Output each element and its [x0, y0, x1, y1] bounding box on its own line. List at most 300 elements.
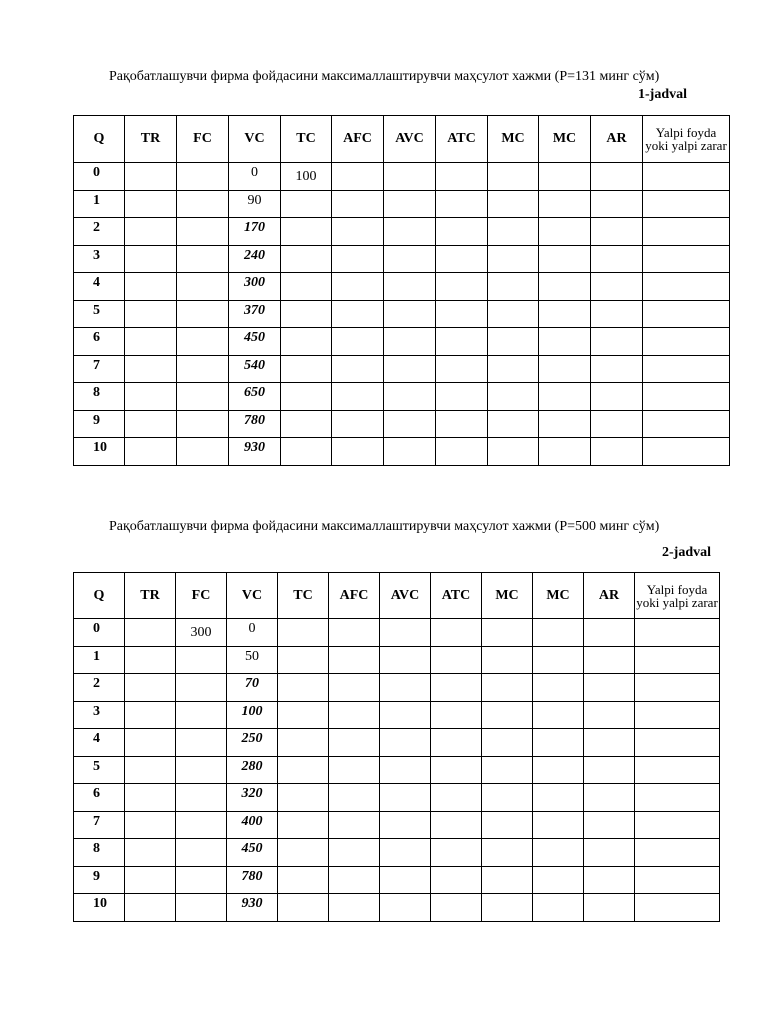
empty-cell [584, 646, 635, 674]
empty-cell [584, 674, 635, 702]
table-row [74, 866, 720, 894]
header-cell: Q [74, 573, 125, 619]
empty-cell [332, 410, 384, 438]
empty-cell [482, 784, 533, 812]
empty-cell [125, 839, 176, 867]
empty-cell [384, 163, 436, 191]
header-cell: AFC [332, 116, 384, 163]
empty-cell [384, 383, 436, 411]
empty-cell [177, 218, 229, 246]
q-cell: 1 [74, 190, 125, 218]
vc-cell: 780 [229, 410, 281, 438]
header-cell: MC [533, 573, 584, 619]
q-cell: 10 [74, 438, 125, 466]
header-cell: MC [539, 116, 591, 163]
empty-cell [332, 163, 384, 191]
header-cell: AFC [329, 573, 380, 619]
empty-cell [125, 619, 176, 647]
empty-cell [177, 328, 229, 356]
table-row [74, 701, 720, 729]
empty-cell [176, 811, 227, 839]
empty-cell [329, 784, 380, 812]
empty-cell [384, 355, 436, 383]
header-cell: AR [584, 573, 635, 619]
empty-cell [281, 300, 332, 328]
vc-cell: 70 [227, 674, 278, 702]
empty-cell [635, 756, 720, 784]
table2-body [74, 619, 720, 922]
empty-cell [591, 190, 643, 218]
empty-cell [436, 355, 488, 383]
header-cell: TR [125, 116, 177, 163]
empty-cell [177, 438, 229, 466]
empty-cell [539, 410, 591, 438]
vc-cell: 320 [227, 784, 278, 812]
empty-cell [643, 218, 730, 246]
table-row [74, 756, 720, 784]
empty-cell [125, 811, 176, 839]
header-cell: AVC [380, 573, 431, 619]
empty-cell [278, 674, 329, 702]
empty-cell [125, 273, 177, 301]
empty-cell [431, 729, 482, 757]
empty-cell [329, 839, 380, 867]
empty-cell [176, 701, 227, 729]
empty-cell [482, 701, 533, 729]
empty-cell [635, 894, 720, 922]
empty-cell [488, 163, 539, 191]
fc-cell: 300 [176, 619, 227, 647]
q-cell: 6 [74, 328, 125, 356]
empty-cell [635, 811, 720, 839]
table-row [74, 729, 720, 757]
empty-cell [384, 410, 436, 438]
empty-cell [539, 273, 591, 301]
empty-cell [125, 328, 177, 356]
empty-cell [584, 784, 635, 812]
empty-cell [281, 383, 332, 411]
empty-cell [488, 355, 539, 383]
empty-cell [431, 674, 482, 702]
empty-cell [380, 839, 431, 867]
empty-cell [281, 245, 332, 273]
empty-cell [332, 245, 384, 273]
q-cell: 9 [74, 410, 125, 438]
empty-cell [584, 894, 635, 922]
empty-cell [431, 619, 482, 647]
empty-cell [436, 163, 488, 191]
empty-cell [643, 410, 730, 438]
table2-title: Рақобатлашувчи фирма фойдасини максималлаштирувчи маҳсулот хажми (Р=500 минг сўм) [109, 519, 660, 534]
empty-cell [635, 646, 720, 674]
q-cell: 0 [74, 163, 125, 191]
header-cell: VC [229, 116, 281, 163]
header-cell: Yalpi foyda yoki yalpi zarar [635, 573, 720, 619]
q-cell: 4 [74, 273, 125, 301]
empty-cell [643, 273, 730, 301]
empty-cell [643, 245, 730, 273]
vc-cell: 0 [227, 619, 278, 647]
vc-cell: 370 [229, 300, 281, 328]
empty-cell [177, 410, 229, 438]
empty-cell [332, 190, 384, 218]
tc-cell: 100 [281, 163, 332, 191]
empty-cell [533, 839, 584, 867]
empty-cell [329, 646, 380, 674]
table-row [74, 163, 730, 191]
vc-cell: 240 [229, 245, 281, 273]
empty-cell [329, 674, 380, 702]
empty-cell [539, 190, 591, 218]
empty-cell [533, 756, 584, 784]
q-cell: 2 [74, 674, 125, 702]
empty-cell [281, 355, 332, 383]
table2 [73, 572, 720, 922]
empty-cell [436, 383, 488, 411]
empty-cell [539, 438, 591, 466]
header-cell: FC [176, 573, 227, 619]
empty-cell [436, 328, 488, 356]
header-cell: MC [482, 573, 533, 619]
table-row [74, 218, 730, 246]
table-row [74, 619, 720, 647]
table2-header-row [74, 573, 720, 619]
empty-cell [176, 894, 227, 922]
empty-cell [125, 894, 176, 922]
empty-cell [584, 619, 635, 647]
empty-cell [177, 355, 229, 383]
empty-cell [539, 328, 591, 356]
vc-cell: 930 [229, 438, 281, 466]
empty-cell [584, 729, 635, 757]
empty-cell [635, 784, 720, 812]
empty-cell [278, 811, 329, 839]
empty-cell [281, 218, 332, 246]
q-cell: 0 [74, 619, 125, 647]
header-cell: TC [278, 573, 329, 619]
empty-cell [431, 784, 482, 812]
empty-cell [278, 756, 329, 784]
q-cell: 1 [74, 646, 125, 674]
vc-cell: 250 [227, 729, 278, 757]
empty-cell [125, 729, 176, 757]
empty-cell [177, 383, 229, 411]
empty-cell [332, 438, 384, 466]
empty-cell [482, 811, 533, 839]
empty-cell [125, 701, 176, 729]
empty-cell [125, 163, 177, 191]
header-cell: ATC [436, 116, 488, 163]
empty-cell [176, 784, 227, 812]
empty-cell [584, 866, 635, 894]
empty-cell [125, 300, 177, 328]
empty-cell [488, 300, 539, 328]
empty-cell [488, 383, 539, 411]
table-row [74, 410, 730, 438]
header-cell: TC [281, 116, 332, 163]
empty-cell [177, 190, 229, 218]
table-row [74, 190, 730, 218]
empty-cell [482, 729, 533, 757]
empty-cell [635, 866, 720, 894]
table-row [74, 674, 720, 702]
empty-cell [431, 866, 482, 894]
table-row [74, 355, 730, 383]
empty-cell [431, 701, 482, 729]
empty-cell [539, 355, 591, 383]
empty-cell [125, 355, 177, 383]
header-cell: MC [488, 116, 539, 163]
empty-cell [635, 701, 720, 729]
empty-cell [482, 646, 533, 674]
vc-cell: 930 [227, 894, 278, 922]
empty-cell [643, 355, 730, 383]
empty-cell [125, 674, 176, 702]
empty-cell [384, 300, 436, 328]
empty-cell [488, 438, 539, 466]
empty-cell [431, 894, 482, 922]
table2-tag: 2-jadval [662, 545, 711, 560]
empty-cell [591, 245, 643, 273]
empty-cell [125, 438, 177, 466]
empty-cell [125, 218, 177, 246]
header-cell: VC [227, 573, 278, 619]
table-row [74, 894, 720, 922]
empty-cell [380, 811, 431, 839]
empty-cell [635, 839, 720, 867]
empty-cell [278, 701, 329, 729]
empty-cell [482, 674, 533, 702]
empty-cell [539, 163, 591, 191]
empty-cell [281, 190, 332, 218]
table1-header-row [74, 116, 730, 163]
empty-cell [177, 163, 229, 191]
table-row [74, 784, 720, 812]
empty-cell [329, 729, 380, 757]
empty-cell [482, 839, 533, 867]
empty-cell [332, 383, 384, 411]
empty-cell [332, 300, 384, 328]
empty-cell [176, 646, 227, 674]
empty-cell [278, 839, 329, 867]
empty-cell [332, 355, 384, 383]
table-row [74, 646, 720, 674]
empty-cell [431, 756, 482, 784]
empty-cell [125, 784, 176, 812]
vc-cell: 90 [229, 190, 281, 218]
empty-cell [488, 328, 539, 356]
empty-cell [380, 729, 431, 757]
q-cell: 3 [74, 701, 125, 729]
q-cell: 5 [74, 300, 125, 328]
empty-cell [591, 300, 643, 328]
empty-cell [539, 218, 591, 246]
empty-cell [329, 811, 380, 839]
empty-cell [635, 674, 720, 702]
table1-tag: 1-jadval [638, 87, 687, 102]
empty-cell [278, 646, 329, 674]
empty-cell [380, 866, 431, 894]
empty-cell [281, 410, 332, 438]
table-row [74, 839, 720, 867]
empty-cell [125, 646, 176, 674]
vc-cell: 540 [229, 355, 281, 383]
empty-cell [329, 866, 380, 894]
vc-cell: 400 [227, 811, 278, 839]
empty-cell [643, 383, 730, 411]
empty-cell [177, 245, 229, 273]
empty-cell [329, 756, 380, 784]
empty-cell [431, 839, 482, 867]
empty-cell [488, 190, 539, 218]
empty-cell [380, 674, 431, 702]
empty-cell [431, 811, 482, 839]
empty-cell [584, 756, 635, 784]
q-cell: 7 [74, 811, 125, 839]
q-cell: 3 [74, 245, 125, 273]
empty-cell [380, 646, 431, 674]
empty-cell [329, 619, 380, 647]
empty-cell [591, 218, 643, 246]
empty-cell [176, 674, 227, 702]
empty-cell [431, 646, 482, 674]
empty-cell [488, 245, 539, 273]
empty-cell [125, 866, 176, 894]
q-cell: 2 [74, 218, 125, 246]
empty-cell [278, 784, 329, 812]
empty-cell [125, 756, 176, 784]
empty-cell [482, 756, 533, 784]
empty-cell [125, 410, 177, 438]
empty-cell [380, 894, 431, 922]
empty-cell [591, 438, 643, 466]
empty-cell [436, 190, 488, 218]
empty-cell [281, 438, 332, 466]
header-cell: FC [177, 116, 229, 163]
q-cell: 9 [74, 866, 125, 894]
empty-cell [488, 273, 539, 301]
empty-cell [384, 190, 436, 218]
empty-cell [436, 410, 488, 438]
header-cell: ATC [431, 573, 482, 619]
header-cell: AR [591, 116, 643, 163]
empty-cell [533, 811, 584, 839]
empty-cell [436, 218, 488, 246]
vc-cell: 300 [229, 273, 281, 301]
empty-cell [384, 273, 436, 301]
q-cell: 6 [74, 784, 125, 812]
empty-cell [278, 866, 329, 894]
empty-cell [329, 701, 380, 729]
empty-cell [278, 729, 329, 757]
empty-cell [329, 894, 380, 922]
table1-title [109, 68, 709, 102]
empty-cell [380, 701, 431, 729]
empty-cell [533, 729, 584, 757]
table-row [74, 328, 730, 356]
empty-cell [176, 756, 227, 784]
empty-cell [125, 245, 177, 273]
empty-cell [533, 866, 584, 894]
empty-cell [482, 619, 533, 647]
vc-cell: 280 [227, 756, 278, 784]
empty-cell [176, 729, 227, 757]
header-cell: Yalpi foyda yoki yalpi zarar [643, 116, 730, 163]
empty-cell [278, 619, 329, 647]
empty-cell [539, 383, 591, 411]
empty-cell [332, 218, 384, 246]
empty-cell [177, 273, 229, 301]
header-cell: AVC [384, 116, 436, 163]
table-row [74, 383, 730, 411]
vc-cell: 50 [227, 646, 278, 674]
q-cell: 4 [74, 729, 125, 757]
table-row [74, 811, 720, 839]
empty-cell [384, 218, 436, 246]
empty-cell [643, 163, 730, 191]
empty-cell [643, 190, 730, 218]
empty-cell [436, 245, 488, 273]
header-cell: TR [125, 573, 176, 619]
q-cell: 10 [74, 894, 125, 922]
empty-cell [533, 619, 584, 647]
empty-cell [281, 273, 332, 301]
empty-cell [591, 328, 643, 356]
empty-cell [176, 839, 227, 867]
vc-cell: 100 [227, 701, 278, 729]
q-cell: 8 [74, 383, 125, 411]
empty-cell [380, 756, 431, 784]
empty-cell [635, 729, 720, 757]
empty-cell [436, 300, 488, 328]
empty-cell [635, 619, 720, 647]
empty-cell [380, 619, 431, 647]
empty-cell [533, 674, 584, 702]
empty-cell [584, 839, 635, 867]
empty-cell [643, 328, 730, 356]
empty-cell [591, 273, 643, 301]
empty-cell [591, 163, 643, 191]
empty-cell [533, 784, 584, 812]
empty-cell [482, 866, 533, 894]
q-cell: 5 [74, 756, 125, 784]
empty-cell [436, 273, 488, 301]
table-row [74, 245, 730, 273]
empty-cell [533, 894, 584, 922]
table1-body [74, 163, 730, 466]
vc-cell: 0 [229, 163, 281, 191]
empty-cell [278, 894, 329, 922]
empty-cell [584, 701, 635, 729]
header-cell: Q [74, 116, 125, 163]
empty-cell [125, 383, 177, 411]
empty-cell [384, 328, 436, 356]
empty-cell [533, 701, 584, 729]
table1-title-text: Рақобатлашувчи фирма фойдасини максималлаштирувчи маҳсулот хажми (Р=131 минг сўм) [109, 69, 660, 84]
empty-cell [539, 300, 591, 328]
table-row [74, 438, 730, 466]
empty-cell [436, 438, 488, 466]
empty-cell [125, 190, 177, 218]
q-cell: 8 [74, 839, 125, 867]
empty-cell [380, 784, 431, 812]
empty-cell [584, 811, 635, 839]
empty-cell [176, 866, 227, 894]
empty-cell [643, 438, 730, 466]
empty-cell [177, 300, 229, 328]
empty-cell [384, 245, 436, 273]
vc-cell: 780 [227, 866, 278, 894]
